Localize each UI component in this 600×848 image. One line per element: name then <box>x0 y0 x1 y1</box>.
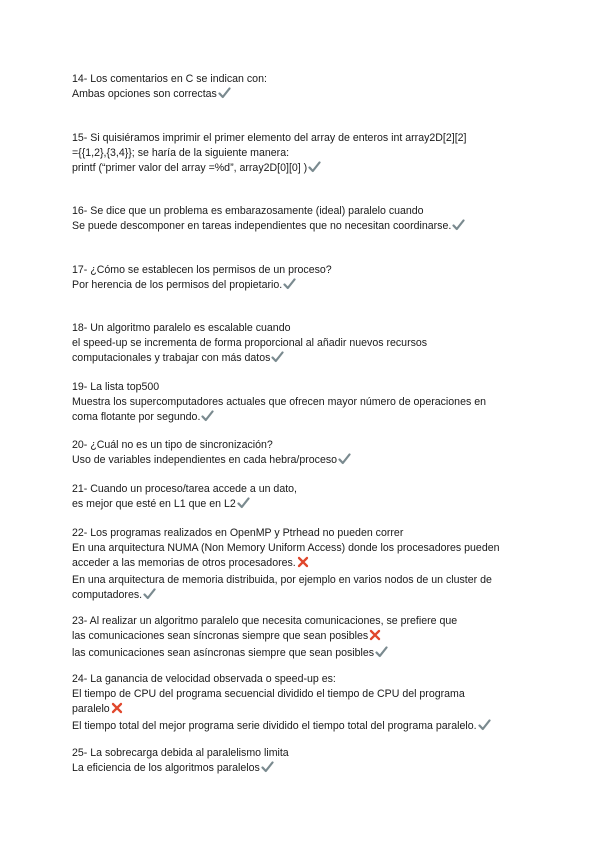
answer-line <box>72 395 542 410</box>
check-icon <box>452 219 465 236</box>
line-text: 16- Se dice que un problema es embarazosamente (ideal) paralelo cuando <box>72 205 424 217</box>
check-icon <box>478 719 491 736</box>
question-20 <box>72 438 542 470</box>
question-19 <box>72 380 542 427</box>
line-text: La eficiencia de los algoritmos paralelos <box>72 762 260 774</box>
line-text: Ambas opciones son correctas <box>72 88 217 100</box>
question-22 <box>72 526 542 605</box>
line-text: paralelo <box>72 703 110 715</box>
answer-line <box>72 278 542 295</box>
question-text <box>72 131 542 146</box>
line-text: En una arquitectura NUMA (Non Memory Uniform Access) donde los procesadores pueden <box>72 542 500 554</box>
line-text: 14- Los comentarios en C se indican con: <box>72 73 267 85</box>
question-17 <box>72 263 542 295</box>
question-text <box>72 614 542 629</box>
line-text: 17- ¿Cómo se establecen los permisos de un proceso? <box>72 264 332 276</box>
line-text: El tiempo total del mejor programa serie dividido el tiempo total del programa paralelo. <box>72 720 477 732</box>
question-24 <box>72 672 542 736</box>
line-text: Por herencia de los permisos del propietario. <box>72 279 283 291</box>
line-text: 23- Al realizar un algoritmo paralelo que necesita comunicaciones, se prefiere que <box>72 615 458 627</box>
question-text <box>72 746 542 761</box>
line-text: Uso de variables independientes en cada hebra/proceso <box>72 454 338 466</box>
answer-line <box>72 453 542 470</box>
line-text: 15- Si quisiéramos imprimir el primer elemento del array de enteros int array2D[2][2] <box>72 132 467 144</box>
answer-line <box>72 687 542 702</box>
line-text: Se puede descomponer en tareas independientes que no necesitan coordinarse. <box>72 220 452 232</box>
check-icon <box>143 588 156 605</box>
check-icon <box>237 497 250 514</box>
question-text <box>72 438 542 453</box>
answer-line <box>72 556 542 573</box>
answer-line <box>72 646 542 663</box>
question-23 <box>72 614 542 663</box>
answer-line <box>72 541 542 556</box>
answer-line <box>72 761 542 778</box>
line-text: 24- La ganancia de velocidad observada o speed-up es: <box>72 673 336 685</box>
line-text: 25- La sobrecarga debida al paralelismo limita <box>72 747 289 759</box>
check-icon <box>218 87 231 104</box>
question-16 <box>72 204 542 236</box>
answer-line <box>72 702 542 719</box>
cross-icon <box>111 702 123 719</box>
line-text: el speed-up se incrementa de forma proporcional al añadir nuevos recursos <box>72 337 428 349</box>
question-text <box>72 380 542 395</box>
question-14 <box>72 72 542 104</box>
question-25 <box>72 746 542 778</box>
check-icon <box>271 351 284 368</box>
cross-icon <box>297 556 309 573</box>
line-text: 22- Los programas realizados en OpenMP y Ptrhead no pueden correr <box>72 527 404 539</box>
check-icon <box>375 646 388 663</box>
check-icon <box>338 453 351 470</box>
question-text <box>72 526 542 541</box>
line-text: 19- La lista top500 <box>72 381 160 393</box>
line-text: las comunicaciones sean síncronas siempre que sean posibles <box>72 630 369 642</box>
line-text: computadores. <box>72 589 143 601</box>
check-icon <box>308 161 321 178</box>
answer-line <box>72 410 542 427</box>
check-icon <box>201 410 214 427</box>
check-icon <box>261 761 274 778</box>
cross-icon <box>369 629 381 646</box>
question-text <box>72 263 542 278</box>
line-text: 21- Cuando un proceso/tarea accede a un dato, <box>72 483 297 495</box>
answer-line <box>72 629 542 646</box>
line-text: Muestra los supercomputadores actuales que ofrecen mayor número de operaciones en <box>72 396 486 408</box>
line-text: printf (“primer valor del array =%d”, array2D[0][0] ) <box>72 162 308 174</box>
line-text: En una arquitectura de memoria distribuida, por ejemplo en varios nodos de un cluster de <box>72 574 492 586</box>
question-15 <box>72 131 542 178</box>
question-text <box>72 72 542 87</box>
answer-line <box>72 219 542 236</box>
line-text: ={{1,2},{3,4}}; se haría de la siguiente manera: <box>72 147 290 159</box>
line-text: 18- Un algoritmo paralelo es escalable cuando <box>72 322 291 334</box>
answer-line <box>72 573 542 588</box>
line-text: es mejor que esté en L1 que en L2 <box>72 498 236 510</box>
answer-line <box>72 146 542 161</box>
question-text <box>72 204 542 219</box>
question-text <box>72 321 542 336</box>
question-21 <box>72 482 542 514</box>
answer-line <box>72 87 542 104</box>
answer-line <box>72 351 542 368</box>
question-text <box>72 482 542 497</box>
answer-line <box>72 588 542 605</box>
question-18 <box>72 321 542 368</box>
line-text: 20- ¿Cuál no es un tipo de sincronización? <box>72 439 273 451</box>
line-text: las comunicaciones sean asíncronas siempre que sean posibles <box>72 647 375 659</box>
question-text <box>72 672 542 687</box>
line-text: coma flotante por segundo. <box>72 411 201 423</box>
line-text: acceder a las memorias de otros procesadores. <box>72 557 296 569</box>
line-text: computacionales y trabajar con más datos <box>72 352 271 364</box>
answer-line <box>72 336 542 351</box>
answer-line <box>72 719 542 736</box>
answer-line <box>72 161 542 178</box>
answer-line <box>72 497 542 514</box>
check-icon <box>283 278 296 295</box>
line-text: El tiempo de CPU del programa secuencial dividido el tiempo de CPU del programa <box>72 688 465 700</box>
